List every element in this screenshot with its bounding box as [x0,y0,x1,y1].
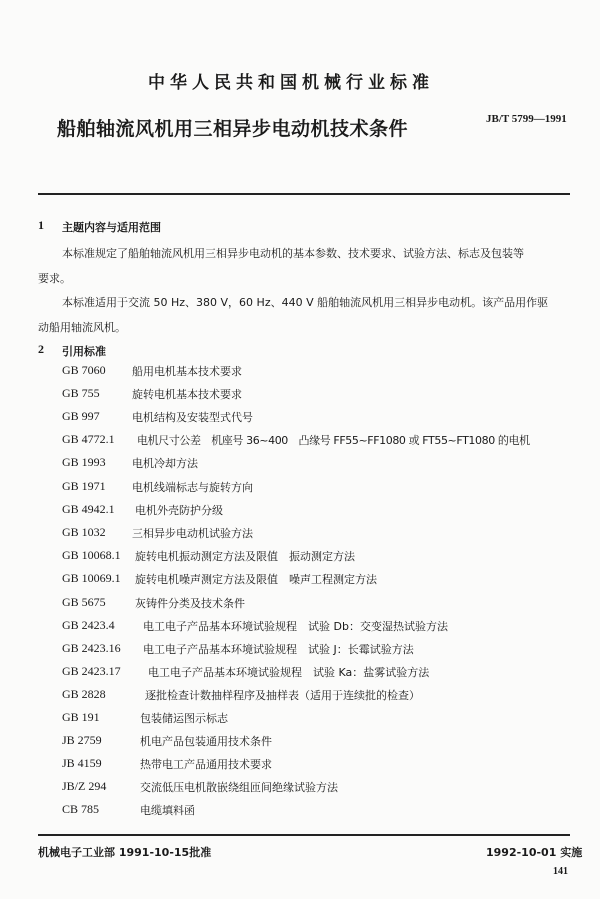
reference-code: GB 10069.1 [62,571,121,585]
reference-title: 电机外壳防护分级 [135,504,223,517]
reference-code: GB 2423.16 [62,641,121,655]
reference-code: GB 10068.1 [62,548,121,562]
approval-line: 机械电子工业部 1991-10-15批准 [38,846,212,859]
reference-title: 电机尺寸公差 机座号 36~400 凸缘号 FF55~FF1080 或 FT55~FT1080 的电机 [137,434,530,447]
page-number: 141 [553,866,568,877]
bottom-divider [38,834,570,836]
section-1-paragraph-2-line-2: 动船用轴流风机。 [38,321,126,334]
reference-title: 电工电子产品基本环境试验规程 试验 Db：交变湿热试验方法 [143,620,448,633]
section-1-paragraph-1-line-2: 要求。 [38,272,71,285]
section-1-title: 主题内容与适用范围 [62,221,161,234]
reference-title: 电机冷却方法 [132,457,198,470]
reference-title: 旋转电机噪声测定方法及限值 噪声工程测定方法 [135,573,377,586]
reference-code: GB 1971 [62,479,106,493]
reference-code: JB/Z 294 [62,779,107,793]
standard-code: JB/T 5799—1991 [486,113,567,125]
reference-code: GB 4942.1 [62,502,115,516]
reference-code: GB 1993 [62,455,106,469]
reference-code: GB 7060 [62,363,106,377]
section-1-number: 1 [38,218,44,232]
reference-title: 包装储运图示标志 [140,712,228,725]
reference-title: 灰铸件分类及技术条件 [135,597,245,610]
reference-title: 交流低压电机散嵌绕组匝间绝缘试验方法 [140,781,338,794]
reference-code: GB 5675 [62,595,106,609]
reference-title: 电机结构及安装型式代号 [132,411,253,424]
reference-title: 热带电工产品通用技术要求 [140,758,272,771]
implementation-date: 1992-10-01 实施 [486,846,583,859]
reference-title: 电机线端标志与旋转方向 [132,481,253,494]
top-divider [38,193,570,195]
reference-code: GB 755 [62,386,100,400]
reference-code: GB 997 [62,409,100,423]
section-2-title: 引用标准 [62,345,106,358]
reference-code: GB 4772.1 [62,432,115,446]
reference-code: GB 1032 [62,525,106,539]
reference-title: 电工电子产品基本环境试验规程 试验 Ka：盐雾试验方法 [148,666,430,679]
reference-title: 电工电子产品基本环境试验规程 试验 J：长霉试验方法 [143,643,414,656]
reference-code: GB 2423.4 [62,618,115,632]
reference-title: 船用电机基本技术要求 [132,365,242,378]
section-1-paragraph-2-line-1: 本标准适用于交流 50 Hz、380 V，60 Hz、440 V 船舶轴流风机用三相异步电动机。该产品用作驱 [62,296,549,309]
reference-code: GB 2828 [62,687,106,701]
reference-title: 电缆填料函 [140,804,195,817]
reference-title: 三相异步电动机试验方法 [132,527,253,540]
reference-code: CB 785 [62,802,100,816]
reference-code: GB 2423.17 [62,664,121,678]
section-2-number: 2 [38,342,44,356]
reference-title: 逐批检查计数抽样程序及抽样表（适用于连续批的检查） [145,689,420,702]
reference-title: 旋转电机基本技术要求 [132,388,242,401]
reference-title: 机电产品包装通用技术条件 [140,735,272,748]
standard-organization-heading: 中华人民共和国机械行业标准 [148,73,434,93]
section-1-paragraph-1-line-1: 本标准规定了船舶轴流风机用三相异步电动机的基本参数、技术要求、试验方法、标志及包装等 [62,247,524,260]
document-title: 船舶轴流风机用三相异步电动机技术条件 [57,118,409,140]
reference-code: JB 4159 [62,756,102,770]
reference-code: GB 191 [62,710,100,724]
reference-title: 旋转电机振动测定方法及限值 振动测定方法 [135,550,355,563]
reference-code: JB 2759 [62,733,102,747]
